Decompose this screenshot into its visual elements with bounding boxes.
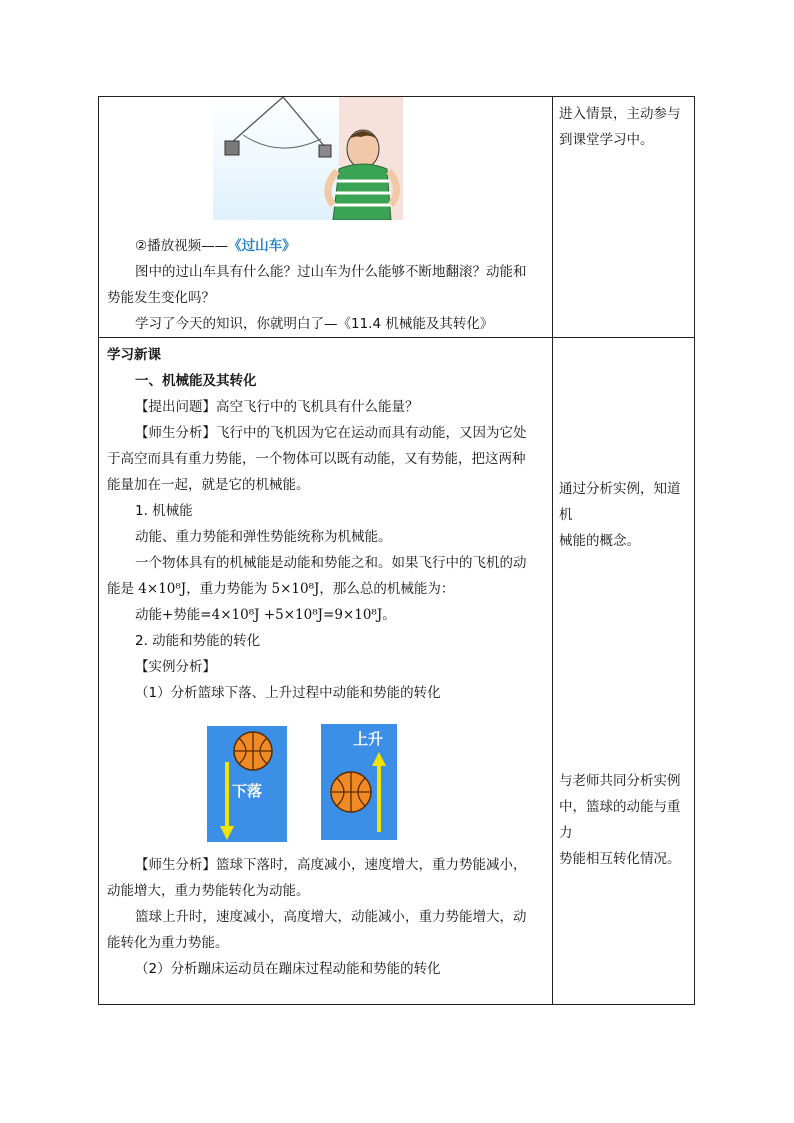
definition-line: 动能、重力势能和弹性势能统称为机械能。 — [135, 529, 392, 545]
point-1-title: 1. 机械能 — [135, 503, 193, 519]
lesson-text-bottom — [99, 852, 552, 982]
example-tag: 【实例分析】 — [135, 659, 216, 675]
point-2-title: 2. 动能和势能的转化 — [135, 633, 261, 649]
table-row-intro — [99, 97, 695, 338]
side-note-line: 械能的概念。 — [559, 533, 640, 549]
video-title-link[interactable]: 《过山车》 — [228, 238, 296, 254]
analysis-line-2: 于高空而具有重力势能，一个物体可以既有动能，又有势能，把这两种 — [107, 451, 526, 467]
sum-line-2: 能是 4×10⁸J，重力势能为 5×10⁸J，那么总的机械能为： — [107, 581, 455, 597]
side-cell-intro — [553, 97, 695, 338]
pendulum-boy-illustration — [213, 97, 403, 220]
rise-label: 上升 — [353, 730, 384, 748]
basketball-analysis-line-2: 动能增大，重力势能转化为动能。 — [107, 883, 310, 899]
lesson-text-top — [99, 338, 552, 706]
section-heading: 学习新课 — [107, 347, 161, 363]
side-note-concept — [559, 476, 690, 554]
basketball-rise-line-1: 篮球上升时，速度减小，高度增大，动能减小，重力势能增大，动 — [135, 909, 527, 925]
lesson-table — [98, 96, 695, 1005]
subsection-title: 一、机械能及其转化 — [135, 373, 257, 389]
fall-label: 下落 — [232, 782, 263, 800]
side-note-line: 势能相互转化情况。 — [559, 851, 681, 867]
side-note-line: 中，篮球的动能与重力 — [559, 799, 681, 841]
question-paragraph: 【提出问题】高空飞行中的飞机具有什么能量？ — [135, 399, 419, 415]
example-2-line: （2）分析蹦床运动员在蹦床过程动能和势能的转化 — [135, 961, 441, 977]
example-1-line: （1）分析篮球下落、上升过程中动能和势能的转化 — [135, 685, 441, 701]
side-note-line: 与老师共同分析实例 — [559, 773, 681, 789]
formula-line: 动能+势能=4×10⁸J +5×10⁸J=9×10⁸J。 — [135, 607, 396, 623]
table-row-new-lesson — [99, 338, 695, 1005]
question-line-1: 图中的过山车具有什么能？过山车为什么能够不断地翻滚？动能和 — [135, 264, 527, 280]
side-note-basketball — [559, 768, 690, 872]
basketball-rise-line-2: 能转化为重力势能。 — [107, 935, 229, 951]
intro-text — [99, 233, 552, 337]
side-note-line: 进入情景，主动参与 — [559, 106, 681, 122]
analysis-line-3: 能量加在一起，就是它的机械能。 — [107, 477, 310, 493]
question-line-2: 势能发生变化吗？ — [107, 290, 215, 306]
sum-line-1: 一个物体具有的机械能是动能和势能之和。如果飞行中的飞机的动 — [135, 555, 527, 571]
intro-line: 学习了今天的知识，你就明白了—《11.4 机械能及其转化》 — [135, 316, 494, 332]
video-line: ②播放视频——《过山车》 — [135, 238, 296, 254]
basketball-fall-figure — [207, 726, 287, 842]
basketball-rise-figure — [321, 724, 397, 840]
side-note-line: 到课堂学习中。 — [559, 132, 654, 148]
analysis-line-1: 【师生分析】飞行中的飞机因为它在运动而具有动能，又因为它处 — [135, 425, 527, 441]
main-cell-intro — [99, 97, 553, 338]
main-cell-new-lesson — [99, 338, 553, 1005]
side-note-line: 通过分析实例，知道机 — [559, 481, 681, 523]
side-cell-new-lesson — [553, 338, 695, 1005]
basketball-analysis-line-1: 【师生分析】篮球下落时，高度减小，速度增大，重力势能减小， — [135, 857, 527, 873]
